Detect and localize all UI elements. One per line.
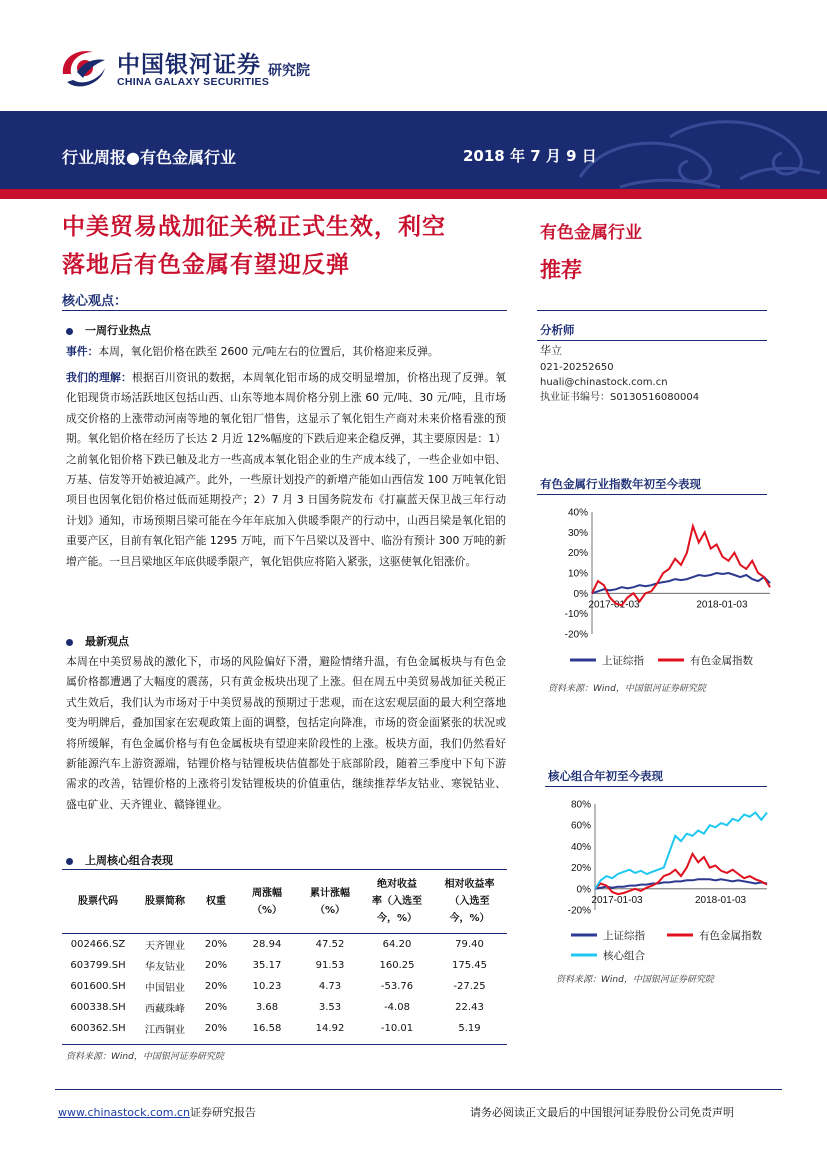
y-tick-label: 0%: [576, 884, 591, 896]
series-line-0: [592, 573, 770, 593]
table-cell: 5.19: [458, 1022, 481, 1034]
table-cell: -27.25: [453, 980, 486, 992]
table-header-row: [62, 871, 507, 933]
chart1-svg: [540, 500, 780, 680]
chart1-title-rule: [537, 494, 767, 495]
table-cell: 20%: [204, 1022, 228, 1034]
y-tick-label: 0%: [573, 588, 588, 600]
table-row: [62, 997, 507, 1018]
table-cell: 10.23: [252, 980, 282, 992]
report-date: 2018 年 7 月 9 日: [463, 147, 597, 165]
y-tick-label: 20%: [570, 863, 591, 875]
table-cell: 28.94: [252, 938, 282, 950]
table-cell: 601600.SH: [70, 980, 126, 992]
x-tick-label: 2017-01-03: [591, 894, 643, 906]
logo: [55, 42, 355, 97]
table-cell: 4.73: [318, 980, 342, 992]
analyst-phone: 021-20252650: [540, 362, 614, 373]
logo-cn: 中国银河证券: [117, 52, 261, 78]
series-line-0: [595, 879, 767, 889]
analyst-email[interactable]: huali@chinastock.com.cn: [540, 377, 668, 388]
table-cell: 天齐锂业: [145, 940, 185, 952]
section-hot-topics-heading: 一周行业热点: [66, 322, 151, 338]
logo-en: CHINA GALAXY SECURITIES: [117, 76, 270, 88]
section-portfolio-heading: 上周核心组合表现: [66, 852, 173, 868]
y-tick-label: 10%: [567, 568, 588, 580]
analyst-name: 华立: [540, 344, 562, 357]
bullet-icon: [66, 328, 73, 335]
legend-label: 有色金属指数: [690, 655, 753, 667]
chart1: [540, 500, 780, 680]
table-cell: 16.58: [252, 1022, 282, 1034]
chart2: [545, 792, 785, 967]
cloud-decoration-icon: [560, 117, 827, 189]
table-cell: 175.45: [452, 959, 487, 971]
y-tick-label: 40%: [567, 507, 588, 519]
x-tick-label: 2018-01-03: [694, 894, 747, 906]
table-cell: 江西铜业: [145, 1024, 185, 1036]
y-tick-label: 40%: [570, 841, 591, 853]
header-line: 累计涨幅: [310, 887, 350, 899]
header-line: （%）: [251, 904, 283, 916]
y-tick-label: -10%: [564, 609, 588, 621]
table-cell: 600362.SH: [70, 1022, 126, 1034]
legend-label: 有色金属指数: [699, 930, 762, 942]
table-header-cell: [362, 871, 432, 933]
core-divider: [62, 310, 507, 311]
table-header-cell: [298, 871, 362, 933]
chart1-title: 有色金属行业指数年初至今表现: [540, 477, 701, 491]
x-tick-label: 2017-01-03: [588, 599, 640, 611]
table-header-cell: [236, 871, 298, 933]
header-line: 今，%）: [449, 913, 490, 925]
table-cell: 中国铝业: [145, 982, 185, 994]
chart2-svg: [545, 792, 785, 967]
table-row: [62, 1018, 507, 1039]
table-row: [62, 933, 507, 955]
table-cell: 3.68: [255, 1001, 279, 1013]
header-line: 股票代码: [78, 896, 118, 908]
latest-view-paragraph: 本周在中美贸易战的激化下，市场的风险偏好下滑，避险情绪升温，有色金属板块与有色金属价格都遭遇了大幅度的震荡，只有黄金板块出现了上涨。但在周五中美贸易战加征关税正式生效后，我们认为市场对于中美贸易战的预期过于悲观，而在这宏观层面的最大利空落地变为明牌后，叠加国家在宏观政策上面的调整，包括定向降准，市场的资金面紧张的状况或将所缓解，有色金属价格与有色金属板块有望迎来阶段性的上涨。板块方面，我们仍然看好新能源汽车上游资源端，钴锂价格与钴锂板块估值都处于底部阶段，随着三季度中下旬下游需求的改善，钴锂价格的上涨将引发钴锂板块的价值重估，继续推荐华友钴业、寒锐钴业、盛屯矿业、天齐锂业、赣锋锂业。: [66, 655, 506, 811]
analyst-info: [540, 344, 699, 405]
table-cell: 华友钴业: [145, 961, 185, 973]
footer-left-text: 证券研究报告: [189, 1106, 256, 1119]
y-tick-label: -20%: [564, 629, 588, 641]
table-header-cell: [432, 871, 507, 933]
y-tick-label: 20%: [567, 548, 588, 560]
legend-label: 核心组合: [603, 950, 645, 962]
table-row: [62, 976, 507, 997]
footer-disclaimer: 请务必阅读正文最后的中国银河证券股份公司免责声明: [470, 1106, 734, 1119]
header-line: 周涨幅: [252, 887, 282, 899]
view-paragraph: 我们的理解：根据百川资讯的数据，本周氧化铝市场的成交明显增加，价格出现了反弹。氧化铝现货市场活跃地区包括山西、山东等地本周价格分别上涨 60 元/吨、30 元/吨，且市场成交价格的上涨带动河南等地的氧化铝厂惜售，这显示了氧化铝生产商对未来价格看涨的预期。氧化铝价格在经历了长达 2 月近 12%幅度的下跌后迎来企稳反弹，其主要原因是：1）之前氧化铝价格下跌已触及北方一些高成本氧化铝企业的生产成本线了，一些企业如中铝、万基、信发等开始被迫减产。此外，一些原计划投产的新增产能如山西信发 100 万吨氧化铝项目也因氧化铝价格过低而延期投产；2）7 月 3 日国务院发布《打赢蓝天保卫战三年行动计划》通知，市场预期吕梁可能在今年年底加入供暖季限产的行动中，山西吕梁是氧化铝的重要产区，目前有氧化铝产能 1295 万吨，而下午吕梁以及晋中、临汾有预计 300 万吨的新增产能。一旦吕梁地区年底供暖季限产，氧化铝供应将陷入紧张，这驱使氧化铝涨价。: [66, 371, 506, 568]
logo-mark-icon: [55, 44, 109, 94]
y-tick-label: 60%: [570, 820, 591, 832]
x-tick-label: 2018-01-03: [696, 599, 748, 611]
table-row: [62, 955, 507, 976]
side-industry: 有色金属行业: [540, 223, 642, 243]
chart2-title: 核心组合年初至今表现: [548, 769, 663, 783]
chart2-source: 资料来源：Wind，中国银河证券研究院: [556, 975, 714, 985]
legend-label: 上证综指: [603, 930, 645, 942]
table-cell: 64.20: [382, 938, 412, 950]
chart2-title-rule: [545, 786, 767, 787]
y-tick-label: -20%: [567, 905, 591, 917]
table-cell: 西藏珠峰: [145, 1003, 185, 1015]
header-line: 今，%）: [376, 913, 418, 925]
core-heading: 核心观点：: [62, 294, 128, 309]
table-bottom-rule: [62, 1044, 507, 1045]
report-type: 行业周报●有色金属行业: [62, 148, 236, 167]
y-tick-label: 80%: [570, 799, 591, 811]
table-cell: 002466.SZ: [70, 938, 126, 950]
bullet-icon: [66, 858, 73, 865]
portfolio-table: [62, 871, 507, 1039]
title-line-1: 中美贸易战加征关税正式生效，利空: [62, 214, 446, 240]
table-cell: 20%: [204, 980, 228, 992]
side-divider-1: [537, 310, 767, 311]
header-line: 绝对收益: [377, 879, 417, 891]
header-line: （入选至: [449, 896, 490, 908]
table-source: 资料来源：Wind，中国银河证券研究院: [66, 1052, 224, 1062]
table-cell: 600338.SH: [70, 1001, 126, 1013]
legend-label: 上证综指: [602, 655, 644, 667]
section-latest-view-heading: 最新观点: [66, 633, 129, 649]
report-title: [62, 208, 512, 284]
header-red-stripe: [0, 189, 827, 199]
analyst-heading: 分析师: [540, 323, 575, 337]
table-cell: 160.25: [379, 959, 415, 971]
table-cell: 22.43: [455, 1001, 484, 1013]
header-line: 权重: [206, 896, 226, 908]
header-line: （%）: [314, 904, 346, 916]
header-line: 股票简称: [145, 896, 185, 908]
table-header-cell: [62, 871, 134, 933]
footer-url-link[interactable]: www.chinastock.com.cn: [58, 1106, 190, 1119]
header-line: 相对收益率: [444, 879, 495, 891]
bullet-icon: [66, 639, 73, 646]
table-cell: 47.52: [315, 938, 345, 950]
event-paragraph: 事件：本周，氧化铝价格在跌至 2600 元/吨左右的位置后，其价格迎来反弹。: [66, 345, 439, 358]
table-cell: -4.08: [384, 1001, 410, 1013]
table-cell: 35.17: [252, 959, 282, 971]
table-cell: 603799.SH: [70, 959, 126, 971]
table-header-cell: [134, 871, 196, 933]
rating: 推荐: [540, 258, 582, 282]
table-cell: 91.53: [315, 959, 345, 971]
table-cell: 20%: [204, 1001, 228, 1013]
table-cell: 20%: [204, 938, 228, 950]
title-line-2: 落地后有色金属有望迎反弹: [62, 252, 350, 278]
footer-rule: [55, 1089, 782, 1090]
analyst-cert: 执业证书编号：S0130516080004: [540, 392, 700, 403]
table-cell: 3.53: [318, 1001, 342, 1013]
table-cell: -10.01: [380, 1022, 414, 1034]
logo-institute: 研究院: [268, 63, 310, 79]
footer-left: [58, 1104, 256, 1120]
chart1-source: 资料来源：Wind，中国银河证券研究院: [548, 684, 706, 694]
table-cell: 79.40: [455, 938, 484, 950]
y-tick-label: 30%: [567, 527, 588, 539]
header-line: 率（入选至: [372, 896, 422, 908]
table-top-rule: [62, 869, 507, 870]
table-cell: 20%: [204, 959, 228, 971]
table-cell: -53.76: [380, 980, 414, 992]
table-header-cell: [196, 871, 236, 933]
side-divider-2: [537, 340, 767, 341]
table-cell: 14.92: [315, 1022, 345, 1034]
